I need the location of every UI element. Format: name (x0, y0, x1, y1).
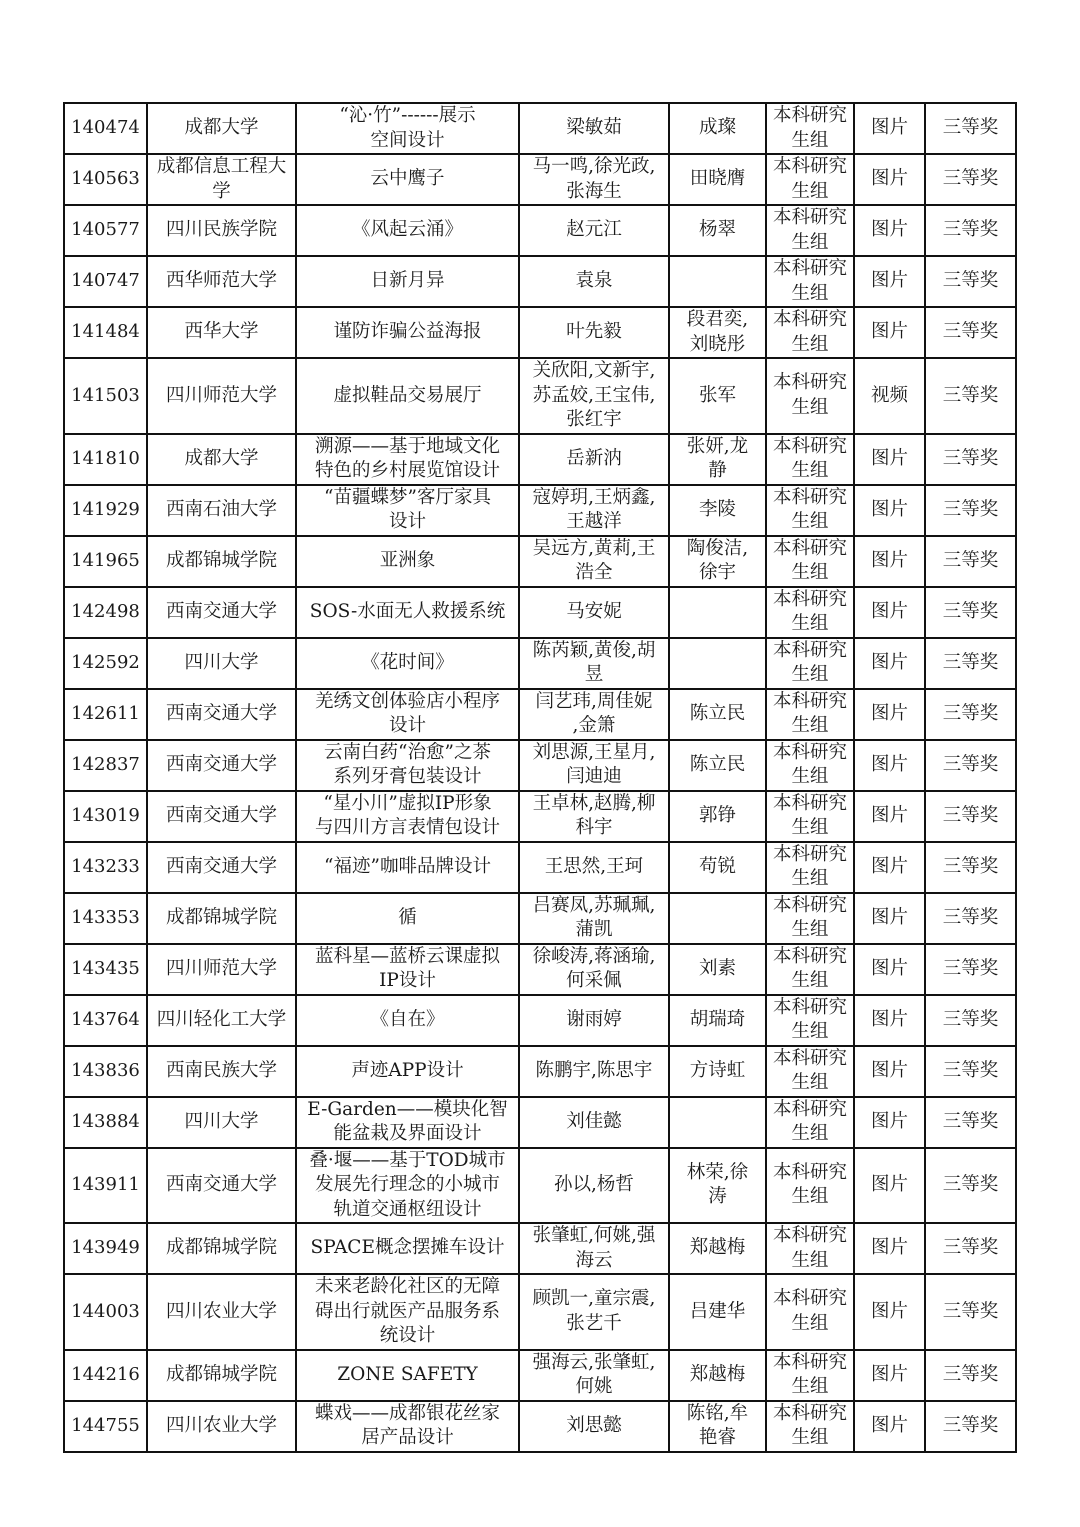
id-cell: 143019 (64, 791, 147, 842)
authors-cell: 叶先毅 (519, 307, 669, 358)
group-cell: 本科研究 生组 (766, 944, 854, 995)
title-cell: 声迹APP设计 (296, 1046, 519, 1097)
id-cell: 143836 (64, 1046, 147, 1097)
authors-cell: 孙以,杨哲 (519, 1148, 669, 1224)
authors-cell: 陈鹏宇,陈思宇 (519, 1046, 669, 1097)
school-cell: 西华大学 (147, 307, 296, 358)
advisor-cell: 田晓膺 (669, 154, 766, 205)
type-cell: 图片 (854, 1350, 925, 1401)
advisor-cell: 陈立民 (669, 740, 766, 791)
type-cell: 图片 (854, 205, 925, 256)
advisor-cell: 胡瑞琦 (669, 995, 766, 1046)
id-cell: 144003 (64, 1274, 147, 1350)
table-row (64, 995, 1016, 1046)
table-row (64, 1274, 1016, 1350)
id-cell: 143233 (64, 842, 147, 893)
title-cell: “苗疆蝶梦”客厅家具 设计 (296, 485, 519, 536)
advisor-cell: 成璨 (669, 103, 766, 154)
school-cell: 成都锦城学院 (147, 1350, 296, 1401)
advisor-cell: 吕建华 (669, 1274, 766, 1350)
authors-cell: 吴远方,黄莉,王 浩全 (519, 536, 669, 587)
authors-cell: 刘佳懿 (519, 1097, 669, 1148)
type-cell: 图片 (854, 587, 925, 638)
authors-cell: 马一鸣,徐光政, 张海生 (519, 154, 669, 205)
authors-cell: 岳新汭 (519, 434, 669, 485)
award-cell: 三等奖 (925, 205, 1016, 256)
advisor-cell: 郑越梅 (669, 1350, 766, 1401)
title-cell: 虚拟鞋品交易展厅 (296, 358, 519, 434)
school-cell: 四川师范大学 (147, 944, 296, 995)
title-cell: ZONE SAFETY (296, 1350, 519, 1401)
table-row (64, 1097, 1016, 1148)
advisor-cell: 方诗虹 (669, 1046, 766, 1097)
authors-cell: 顾凯一,童宗震, 张艺千 (519, 1274, 669, 1350)
table-row (64, 485, 1016, 536)
id-cell: 141484 (64, 307, 147, 358)
id-cell: 143949 (64, 1223, 147, 1274)
award-cell: 三等奖 (925, 1223, 1016, 1274)
table-row (64, 307, 1016, 358)
school-cell: 西南交通大学 (147, 740, 296, 791)
title-cell: 蓝科星—蓝桥云课虚拟 IP设计 (296, 944, 519, 995)
group-cell: 本科研究 生组 (766, 1046, 854, 1097)
award-cell: 三等奖 (925, 307, 1016, 358)
group-cell: 本科研究 生组 (766, 638, 854, 689)
type-cell: 图片 (854, 1097, 925, 1148)
title-cell: 《自在》 (296, 995, 519, 1046)
school-cell: 四川民族学院 (147, 205, 296, 256)
type-cell: 图片 (854, 1148, 925, 1224)
award-cell: 三等奖 (925, 842, 1016, 893)
table-row (64, 536, 1016, 587)
group-cell: 本科研究 生组 (766, 103, 854, 154)
authors-cell: 张肇虹,何姚,强 海云 (519, 1223, 669, 1274)
id-cell: 141503 (64, 358, 147, 434)
authors-cell: 陈芮颖,黄俊,胡 昱 (519, 638, 669, 689)
title-cell: 云中鹰子 (296, 154, 519, 205)
id-cell: 142837 (64, 740, 147, 791)
authors-cell: 马安妮 (519, 587, 669, 638)
type-cell: 图片 (854, 995, 925, 1046)
table-row (64, 689, 1016, 740)
id-cell: 141965 (64, 536, 147, 587)
advisor-cell: 陶俊洁, 徐宇 (669, 536, 766, 587)
type-cell: 图片 (854, 842, 925, 893)
advisor-cell: 林荣,徐 涛 (669, 1148, 766, 1224)
type-cell: 图片 (854, 154, 925, 205)
school-cell: 四川轻化工大学 (147, 995, 296, 1046)
award-cell: 三等奖 (925, 536, 1016, 587)
table-row (64, 103, 1016, 154)
authors-cell: 谢雨婷 (519, 995, 669, 1046)
type-cell: 图片 (854, 103, 925, 154)
award-cell: 三等奖 (925, 1148, 1016, 1224)
group-cell: 本科研究 生组 (766, 434, 854, 485)
title-cell: 叠·堰——基于TOD城市 发展先行理念的小城市 轨道交通枢纽设计 (296, 1148, 519, 1224)
school-cell: 成都信息工程大 学 (147, 154, 296, 205)
award-cell: 三等奖 (925, 689, 1016, 740)
authors-cell: 刘思懿 (519, 1401, 669, 1452)
type-cell: 图片 (854, 536, 925, 587)
award-cell: 三等奖 (925, 638, 1016, 689)
id-cell: 144755 (64, 1401, 147, 1452)
group-cell: 本科研究 生组 (766, 256, 854, 307)
group-cell: 本科研究 生组 (766, 358, 854, 434)
group-cell: 本科研究 生组 (766, 893, 854, 944)
school-cell: 成都大学 (147, 103, 296, 154)
title-cell: “沁·竹”------展示 空间设计 (296, 103, 519, 154)
award-cell: 三等奖 (925, 103, 1016, 154)
school-cell: 西南交通大学 (147, 1148, 296, 1224)
id-cell: 144216 (64, 1350, 147, 1401)
advisor-cell: 张军 (669, 358, 766, 434)
title-cell: SPACE概念摆摊车设计 (296, 1223, 519, 1274)
authors-cell: 徐峻涛,蒋涵瑜, 何采佩 (519, 944, 669, 995)
type-cell: 图片 (854, 256, 925, 307)
table-row (64, 154, 1016, 205)
type-cell: 图片 (854, 1046, 925, 1097)
id-cell: 143764 (64, 995, 147, 1046)
school-cell: 四川大学 (147, 638, 296, 689)
advisor-cell: 郭铮 (669, 791, 766, 842)
type-cell: 图片 (854, 638, 925, 689)
title-cell: 羌绣文创体验店小程序 设计 (296, 689, 519, 740)
title-cell: 谨防诈骗公益海报 (296, 307, 519, 358)
school-cell: 西南交通大学 (147, 689, 296, 740)
group-cell: 本科研究 生组 (766, 1223, 854, 1274)
table-row (64, 358, 1016, 434)
title-cell: 溯源——基于地域文化 特色的乡村展览馆设计 (296, 434, 519, 485)
type-cell: 图片 (854, 307, 925, 358)
title-cell: “福迹”咖啡品牌设计 (296, 842, 519, 893)
group-cell: 本科研究 生组 (766, 485, 854, 536)
table-row (64, 587, 1016, 638)
type-cell: 图片 (854, 434, 925, 485)
school-cell: 成都锦城学院 (147, 1223, 296, 1274)
id-cell: 143884 (64, 1097, 147, 1148)
type-cell: 图片 (854, 1401, 925, 1452)
type-cell: 图片 (854, 689, 925, 740)
school-cell: 四川农业大学 (147, 1274, 296, 1350)
advisor-cell (669, 893, 766, 944)
authors-cell: 强海云,张肇虹, 何姚 (519, 1350, 669, 1401)
school-cell: 成都大学 (147, 434, 296, 485)
id-cell: 140474 (64, 103, 147, 154)
award-cell: 三等奖 (925, 485, 1016, 536)
authors-cell: 袁泉 (519, 256, 669, 307)
type-cell: 图片 (854, 893, 925, 944)
award-cell: 三等奖 (925, 434, 1016, 485)
group-cell: 本科研究 生组 (766, 689, 854, 740)
award-cell: 三等奖 (925, 358, 1016, 434)
table-row (64, 1046, 1016, 1097)
award-cell: 三等奖 (925, 944, 1016, 995)
title-cell: 《花时间》 (296, 638, 519, 689)
school-cell: 四川师范大学 (147, 358, 296, 434)
award-cell: 三等奖 (925, 1350, 1016, 1401)
advisor-cell: 段君奕, 刘晓彤 (669, 307, 766, 358)
award-cell: 三等奖 (925, 893, 1016, 944)
advisor-cell (669, 256, 766, 307)
group-cell: 本科研究 生组 (766, 1274, 854, 1350)
advisor-cell: 陈立民 (669, 689, 766, 740)
table-body (64, 103, 1016, 1452)
authors-cell: 关欣阳,文新宇, 苏孟姣,王宝伟, 张红宇 (519, 358, 669, 434)
group-cell: 本科研究 生组 (766, 791, 854, 842)
title-cell: 循 (296, 893, 519, 944)
advisor-cell: 苟锐 (669, 842, 766, 893)
table-row (64, 1148, 1016, 1224)
advisor-cell (669, 587, 766, 638)
table-row (64, 791, 1016, 842)
advisor-cell: 郑越梅 (669, 1223, 766, 1274)
table-row (64, 740, 1016, 791)
type-cell: 图片 (854, 740, 925, 791)
id-cell: 141929 (64, 485, 147, 536)
type-cell: 图片 (854, 791, 925, 842)
type-cell: 图片 (854, 1274, 925, 1350)
advisor-cell: 杨翠 (669, 205, 766, 256)
title-cell: 日新月异 (296, 256, 519, 307)
award-cell: 三等奖 (925, 256, 1016, 307)
advisor-cell (669, 1097, 766, 1148)
school-cell: 四川农业大学 (147, 1401, 296, 1452)
authors-cell: 寇婷玥,王炳鑫, 王越洋 (519, 485, 669, 536)
authors-cell: 闫艺玮,周佳妮 ,金箫 (519, 689, 669, 740)
id-cell: 140577 (64, 205, 147, 256)
authors-cell: 赵元江 (519, 205, 669, 256)
school-cell: 西南交通大学 (147, 842, 296, 893)
type-cell: 视频 (854, 358, 925, 434)
title-cell: E-Garden——模块化智 能盆栽及界面设计 (296, 1097, 519, 1148)
type-cell: 图片 (854, 485, 925, 536)
group-cell: 本科研究 生组 (766, 1401, 854, 1452)
award-cell: 三等奖 (925, 1274, 1016, 1350)
authors-cell: 王思然,王珂 (519, 842, 669, 893)
award-cell: 三等奖 (925, 1097, 1016, 1148)
award-cell: 三等奖 (925, 740, 1016, 791)
group-cell: 本科研究 生组 (766, 587, 854, 638)
group-cell: 本科研究 生组 (766, 740, 854, 791)
advisor-cell (669, 638, 766, 689)
table-row (64, 1350, 1016, 1401)
table-row (64, 256, 1016, 307)
school-cell: 西南交通大学 (147, 587, 296, 638)
school-cell: 西南交通大学 (147, 791, 296, 842)
table-row (64, 893, 1016, 944)
award-cell: 三等奖 (925, 995, 1016, 1046)
award-cell: 三等奖 (925, 1401, 1016, 1452)
id-cell: 142498 (64, 587, 147, 638)
table-row (64, 944, 1016, 995)
school-cell: 四川大学 (147, 1097, 296, 1148)
award-cell: 三等奖 (925, 1046, 1016, 1097)
type-cell: 图片 (854, 944, 925, 995)
id-cell: 143435 (64, 944, 147, 995)
group-cell: 本科研究 生组 (766, 205, 854, 256)
table-row (64, 842, 1016, 893)
authors-cell: 梁敏茹 (519, 103, 669, 154)
table-row (64, 434, 1016, 485)
group-cell: 本科研究 生组 (766, 536, 854, 587)
authors-cell: 刘思源,王星月, 闫迪迪 (519, 740, 669, 791)
school-cell: 西南石油大学 (147, 485, 296, 536)
school-cell: 西南民族大学 (147, 1046, 296, 1097)
table-row (64, 205, 1016, 256)
authors-cell: 吕赛凤,苏珮珮, 蒲凯 (519, 893, 669, 944)
award-cell: 三等奖 (925, 791, 1016, 842)
school-cell: 成都锦城学院 (147, 536, 296, 587)
group-cell: 本科研究 生组 (766, 154, 854, 205)
award-cell: 三等奖 (925, 587, 1016, 638)
group-cell: 本科研究 生组 (766, 1350, 854, 1401)
table-row (64, 1223, 1016, 1274)
group-cell: 本科研究 生组 (766, 1097, 854, 1148)
table-row (64, 638, 1016, 689)
table-row (64, 1401, 1016, 1452)
id-cell: 141810 (64, 434, 147, 485)
group-cell: 本科研究 生组 (766, 842, 854, 893)
school-cell: 成都锦城学院 (147, 893, 296, 944)
type-cell: 图片 (854, 1223, 925, 1274)
awards-table (63, 102, 1017, 1453)
id-cell: 142611 (64, 689, 147, 740)
title-cell: 《风起云涌》 (296, 205, 519, 256)
award-cell: 三等奖 (925, 154, 1016, 205)
title-cell: SOS-水面无人救援系统 (296, 587, 519, 638)
school-cell: 西华师范大学 (147, 256, 296, 307)
title-cell: 未来老龄化社区的无障 碍出行就医产品服务系 统设计 (296, 1274, 519, 1350)
group-cell: 本科研究 生组 (766, 307, 854, 358)
id-cell: 140747 (64, 256, 147, 307)
group-cell: 本科研究 生组 (766, 995, 854, 1046)
title-cell: 亚洲象 (296, 536, 519, 587)
advisor-cell: 张妍,龙 静 (669, 434, 766, 485)
id-cell: 140563 (64, 154, 147, 205)
advisor-cell: 李陵 (669, 485, 766, 536)
title-cell: “星小川”虚拟IP形象 与四川方言表情包设计 (296, 791, 519, 842)
id-cell: 143911 (64, 1148, 147, 1224)
id-cell: 142592 (64, 638, 147, 689)
authors-cell: 王卓林,赵腾,柳 科宇 (519, 791, 669, 842)
title-cell: 蝶戏——成都银花丝家 居产品设计 (296, 1401, 519, 1452)
advisor-cell: 刘素 (669, 944, 766, 995)
advisor-cell: 陈铭,牟 艳睿 (669, 1401, 766, 1452)
title-cell: 云南白药“治愈”之茶 系列牙膏包装设计 (296, 740, 519, 791)
group-cell: 本科研究 生组 (766, 1148, 854, 1224)
id-cell: 143353 (64, 893, 147, 944)
